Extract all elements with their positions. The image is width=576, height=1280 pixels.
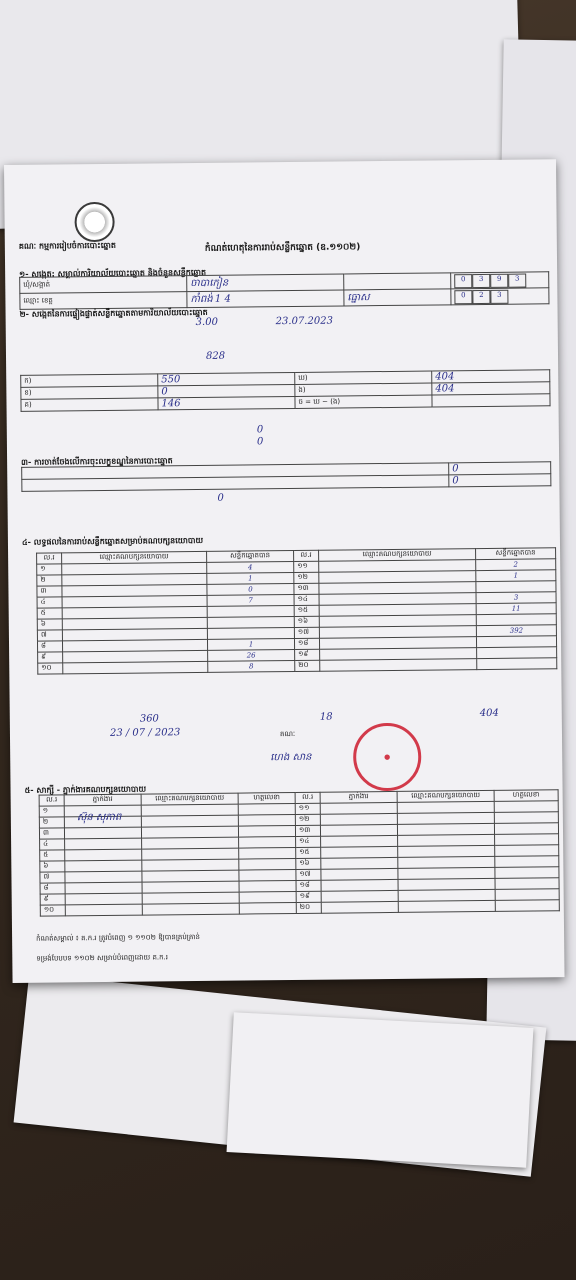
row-number: ១៣ (295, 825, 320, 836)
footnote-1: កំណត់សម្គាល់ ៖ គ.ក.រ ត្រូវបំពេញ ១ ១១០២ ឱ្យបានគ្រប់គ្រាន់ (36, 932, 201, 943)
col-agent: ភ្នាក់ងារ (64, 794, 141, 806)
witness-cell (494, 823, 558, 835)
witness-cell (238, 825, 295, 837)
votes-cell: 1 (207, 638, 294, 650)
ballots-total-hand: 404 (435, 383, 455, 395)
col-no: ល.រ (39, 795, 64, 806)
witness-cell (320, 824, 397, 836)
witness-cell (65, 860, 142, 872)
row-number: ១៥ (294, 605, 319, 616)
votes-cell (476, 614, 556, 626)
footnote-2: ទម្រង់បែបបទ ១១០២ សម្រាប់បំពេញដោយ គ.ក.រ (36, 953, 169, 963)
row-number: ៨ (37, 641, 62, 652)
votes-cell: 1 (207, 572, 294, 584)
row-number: ៥ (37, 608, 62, 619)
commune-hand: ចាបាកៀន (190, 277, 229, 290)
col-votes: សន្លឹកឆ្នោតបាន (207, 550, 294, 562)
votes-cell (477, 647, 557, 659)
votes-cell: 0 (207, 583, 294, 595)
witness-cell (321, 857, 398, 869)
votes-cell (207, 605, 294, 617)
date-2-hand: 23 / 07 / 2023 (109, 727, 181, 739)
witness-cell (495, 834, 559, 846)
votes-cell: 3 (476, 592, 556, 604)
row-number: ១៥ (296, 847, 321, 858)
section-2-heading: ២- សង្កេតនៃការផ្ទៀងផ្ទាត់សន្លឹកឆ្នោតតាមការិយាល័យបោះឆ្នោត (19, 307, 208, 319)
count-total-hand: 828 (205, 350, 226, 362)
votes-cell (207, 616, 294, 628)
witness-cell (320, 802, 397, 814)
ballot-count-table: ក) 550 ឃ) 404 ខ) 0 ង) 404 គ) 146 ច = ឃ − (ង) (20, 369, 550, 412)
section-4-heading: ៤- លទ្ធផលនៃការរាប់សន្លឹកឆ្នោតសម្រាប់គណបក្សនយោបាយ (21, 535, 204, 547)
witness-cell (321, 868, 398, 880)
conditions-table (21, 461, 551, 492)
col-agent: ភ្នាក់ងារ (320, 791, 397, 803)
row-number: ១៧ (296, 869, 321, 880)
votes-cell: 8 (208, 660, 295, 672)
row-number: ២០ (295, 660, 320, 671)
votes-cell: 11 (476, 603, 556, 615)
witness-cell (65, 904, 142, 916)
col-party: ឈ្មោះគណបក្សនយោបាយ (141, 793, 238, 805)
code-box: 0 (454, 290, 472, 304)
col-sign: ហត្ថលេខា (494, 790, 558, 802)
col-votes: សន្លឹកឆ្នោតបាន (476, 548, 556, 560)
witness-cell (239, 891, 296, 903)
office-num-hand: 1 4 (214, 293, 231, 305)
witness-cell (239, 847, 296, 859)
col-party: ឈ្មោះគណបក្សនយោបាយ (397, 790, 494, 802)
code-box: 3 (508, 273, 526, 287)
witness-cell (64, 827, 141, 839)
row-number: ១៦ (294, 616, 319, 627)
row-number: ២ (39, 817, 64, 828)
unused-hand: 146 (161, 398, 181, 410)
section-3-heading: ៣- ការចាត់ចែងលើការចុះលក្ខខណ្ឌនៃការបោះឆ្នោត (21, 456, 173, 467)
witness-cell (494, 801, 558, 813)
witness-cell (239, 902, 296, 914)
emblem-logo (74, 202, 114, 242)
row-number: ៣ (37, 586, 62, 597)
col-no: ល.រ (294, 550, 319, 561)
witness-cell (238, 803, 295, 815)
witness-cell (494, 812, 558, 824)
row-number: ១៣ (294, 583, 319, 594)
row-number: ១៩ (295, 649, 320, 660)
row-number: ៨ (40, 883, 65, 894)
votes-cell (476, 581, 556, 593)
tally-form-sheet (4, 159, 565, 983)
witness-cell (321, 846, 398, 858)
row-number: ១៨ (294, 638, 319, 649)
col-no: ល.រ (37, 553, 62, 564)
row-number: ១១ (295, 803, 320, 814)
row-number: ១០ (40, 905, 65, 916)
witness-cell (495, 889, 559, 901)
village-hand: ធ្នោស (347, 292, 370, 304)
zero-3-hand: 0 (452, 463, 459, 475)
witness-cell (239, 836, 296, 848)
votes-cell (477, 658, 557, 670)
witness-cell (142, 903, 239, 915)
background-sheet-bottom-2 (227, 1012, 534, 1168)
votes-cell: 26 (208, 649, 295, 661)
witness-cell (65, 838, 142, 850)
row-number: ១២ (295, 814, 320, 825)
col-party: ឈ្មោះគណបក្សនយោបាយ (319, 549, 476, 562)
code-box: 9 (490, 273, 508, 287)
official-stamp: ● (353, 723, 422, 792)
code-box: 0 (454, 274, 472, 288)
party-cell (63, 661, 208, 674)
witness-cell (321, 890, 398, 902)
row-number: ៣ (39, 828, 64, 839)
row-number: ១ (39, 806, 64, 817)
sum-left-hand: 360 (139, 713, 159, 725)
row-number: ៦ (40, 861, 65, 872)
votes-cell (207, 627, 294, 639)
witness-cell (320, 813, 397, 825)
issued-hand: 404 (435, 371, 455, 383)
row-number: ៦ (37, 619, 62, 630)
code-box: 3 (490, 289, 508, 303)
zero-4-hand: 0 (452, 475, 459, 487)
row-number: ៧ (37, 630, 62, 641)
witness-cell (321, 901, 398, 913)
row-number: ៩ (40, 894, 65, 905)
votes-cell: 7 (207, 594, 294, 606)
sum-right-hand: 404 (479, 707, 499, 720)
section-1-heading: ១- សង្កេត: សម្គាល់ការិយាល័យបោះឆ្នោត និងចំនួនសន្លឹកឆ្នោត (19, 267, 207, 279)
witness-cell (495, 845, 559, 857)
row-number: ១១ (294, 561, 319, 572)
code-box: 2 (472, 289, 490, 303)
row-number: ៩ (38, 652, 63, 663)
row-number: ១៦ (296, 858, 321, 869)
sum-mid-hand: 18 (319, 711, 333, 723)
observer-name-hand: ស៊ុន សុភាព (76, 811, 122, 824)
witness-cell (495, 878, 559, 890)
row-number: ១ (37, 564, 62, 575)
district-hand: កាំពង់ (190, 293, 213, 306)
votes-cell: 4 (207, 561, 294, 573)
zero-1-hand: 0 (256, 424, 264, 436)
row-number: ៥ (40, 850, 65, 861)
section-5-heading: ៥- សាក្សី - ភ្នាក់ងារគណបក្សនយោបាយ (24, 784, 147, 795)
col-sign: ហត្ថលេខា (238, 792, 295, 804)
location-table: ឃុំ/សង្កាត់ ចាបាកៀន 0 3 9 3 ឈ្មោះ ខេត្ត កាំពង់ 1 4 ធ្នោស 0 2 3 (19, 271, 549, 310)
row-number: ១២ (294, 572, 319, 583)
org-name: គណៈ កម្មការរៀបចំការបោះឆ្នោត (18, 240, 116, 251)
row-number: ១៤ (294, 594, 319, 605)
votes-cell: 1 (476, 570, 556, 582)
row-number: ១០ (38, 663, 63, 674)
chief-signature-hand: ហេង សាន (270, 751, 312, 764)
zero-5-hand: 0 (217, 492, 224, 504)
received-hand: 550 (161, 374, 181, 386)
row-number: ២ (37, 575, 62, 586)
witness-cell (321, 835, 398, 847)
col-party: ឈ្មោះគណបក្សនយោបាយ (62, 551, 207, 564)
code-box: 3 (472, 273, 490, 287)
date-hand: 23.07.2023 (275, 315, 333, 328)
witness-table (39, 789, 560, 916)
row-number: ៤ (37, 597, 62, 608)
spoiled-hand: 0 (161, 386, 168, 398)
votes-cell (476, 636, 556, 648)
votes-cell: 392 (476, 625, 556, 637)
witness-cell (495, 900, 559, 912)
witness-cell (495, 856, 559, 868)
witness-cell (65, 871, 142, 883)
row-number: ៤ (40, 839, 65, 850)
witness-cell (65, 882, 142, 894)
row-number: ៧ (40, 872, 65, 883)
results-table (36, 547, 557, 674)
row-number: ១៤ (296, 836, 321, 847)
witness-cell (65, 893, 142, 905)
witness-cell (495, 867, 559, 879)
row-number: ១៩ (296, 891, 321, 902)
witness-cell (321, 879, 398, 891)
row-number: ១៧ (294, 627, 319, 638)
form-title: កំណត់ហេតុនៃការរាប់សន្លឹកឆ្នោត (ឧ.១១០២) (204, 242, 361, 254)
zero-2-hand: 0 (256, 436, 264, 448)
witness-cell (65, 849, 142, 861)
time-hand: 3.00 (195, 316, 218, 329)
witness-cell (239, 858, 296, 870)
col-no: ល.រ (295, 792, 320, 803)
votes-cell: 2 (476, 559, 556, 571)
witness-cell (398, 900, 495, 912)
witness-cell (239, 869, 296, 881)
row-number: ១៨ (296, 880, 321, 891)
witness-cell (238, 814, 295, 826)
signer-label: គណៈ (279, 729, 296, 739)
row-number: ២០ (296, 902, 321, 913)
party-cell (320, 659, 477, 672)
witness-cell (239, 880, 296, 892)
